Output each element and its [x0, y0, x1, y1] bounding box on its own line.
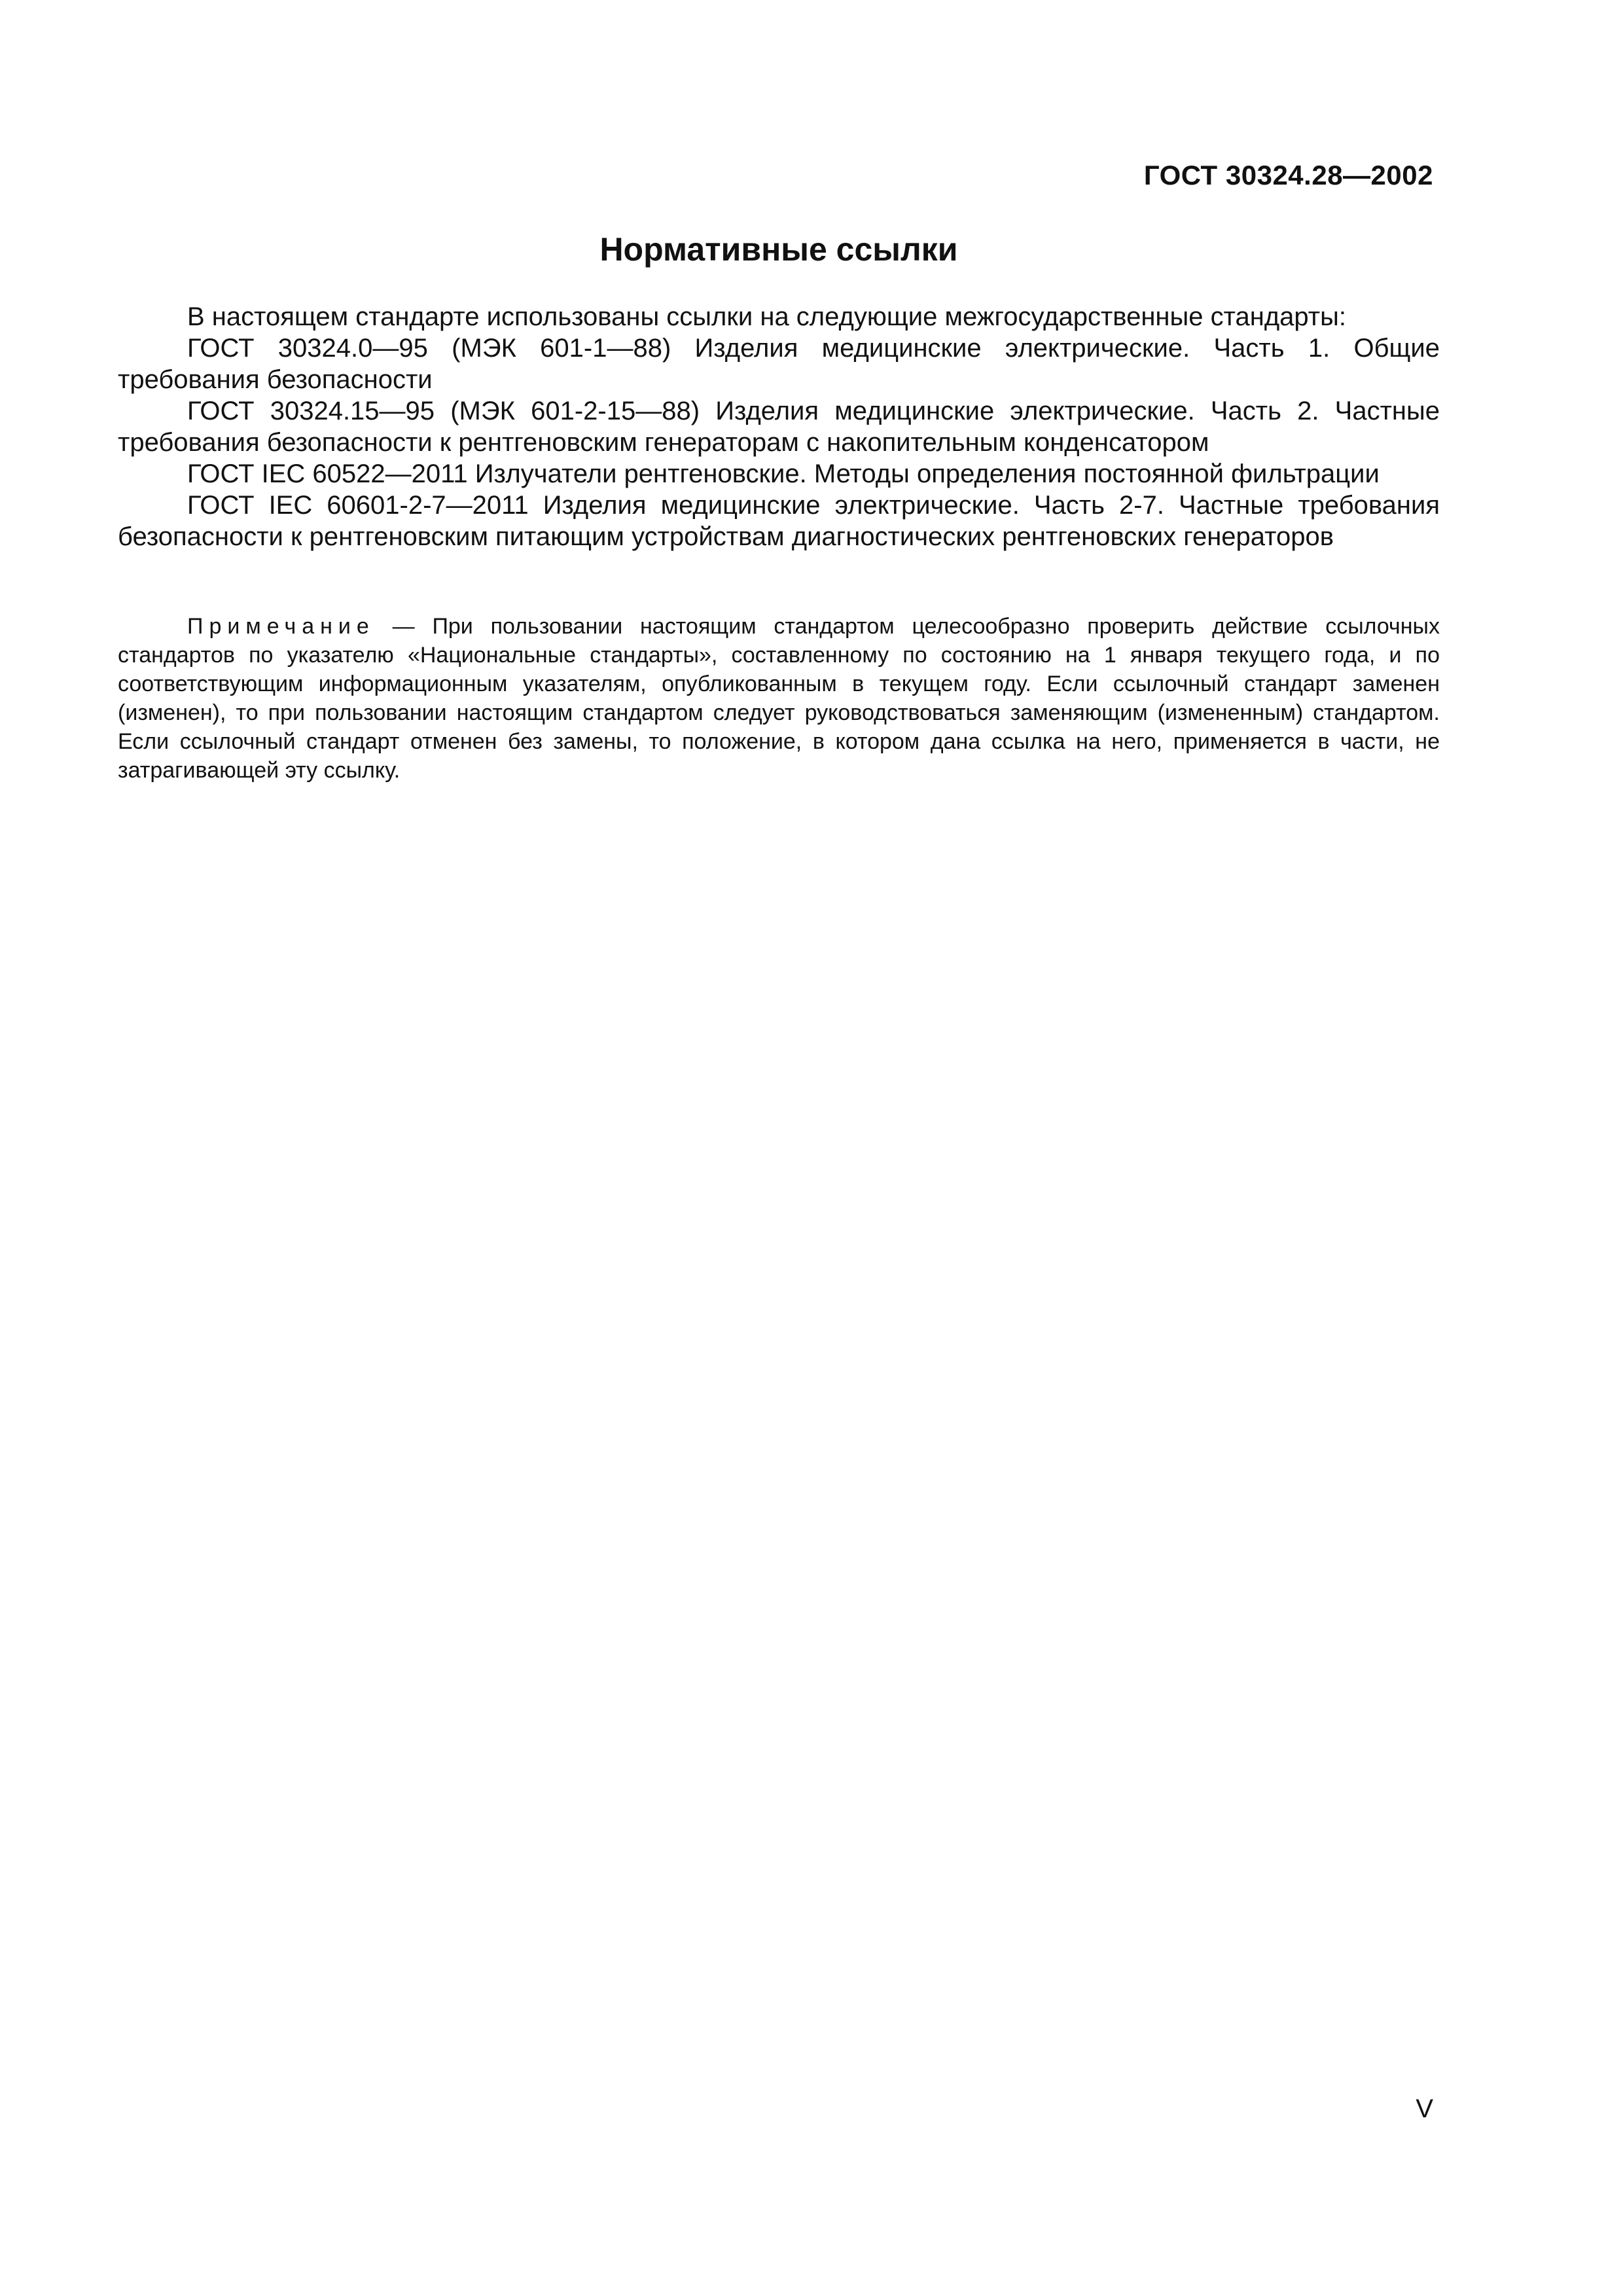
references-body [118, 301, 1440, 552]
reference-item: ГОСТ IEC 60601-2-7—2011 Изделия медицинские электрические. Часть 2-7. Частные требования безопасности к рентгеновским питающим устройствам диагностических рентгеновских генераторов [118, 491, 1440, 551]
reference-item: ГОСТ IEC 60522—2011 Излучатели рентгеновские. Методы определения постоянной фильтрации [187, 459, 1380, 488]
note-label: Примечание [187, 614, 375, 639]
page-number: V [1416, 2094, 1433, 2123]
reference-item: ГОСТ 30324.0—95 (МЭК 601-1—88) Изделия медицинские электрические. Часть 1. Общие требования безопасности [118, 334, 1440, 394]
document-code: ГОСТ 30324.28—2002 [1143, 160, 1433, 190]
note-text: — При пользовании настоящим стандартом целесообразно проверить действие ссылочных стандартов по указателю «Национальные стандарты», составленному по состоянию на 1 января текущего года, и по соответствующим информационным указателям, опубликованным в текущем году. Если ссылочный стандарт заменен (изменен), то при пользовании настоящим стандартом следует руководствоваться заменяющим (измененным) стандартом. Если ссылочный стандарт отменен без замены, то положение, в котором дана ссылка на него, применяется в части, не затрагивающей эту ссылку. [118, 614, 1440, 783]
section-title: Нормативные ссылки [599, 231, 958, 268]
reference-item: ГОСТ 30324.15—95 (МЭК 601-2-15—88) Изделия медицинские электрические. Часть 2. Частные требования безопасности к рентгеновским генераторам с накопительным конденсатором [118, 397, 1440, 457]
intro-paragraph: В настоящем стандарте использованы ссылки на следующие межгосударственные стандарты: [187, 302, 1346, 331]
note-paragraph [118, 612, 1440, 785]
